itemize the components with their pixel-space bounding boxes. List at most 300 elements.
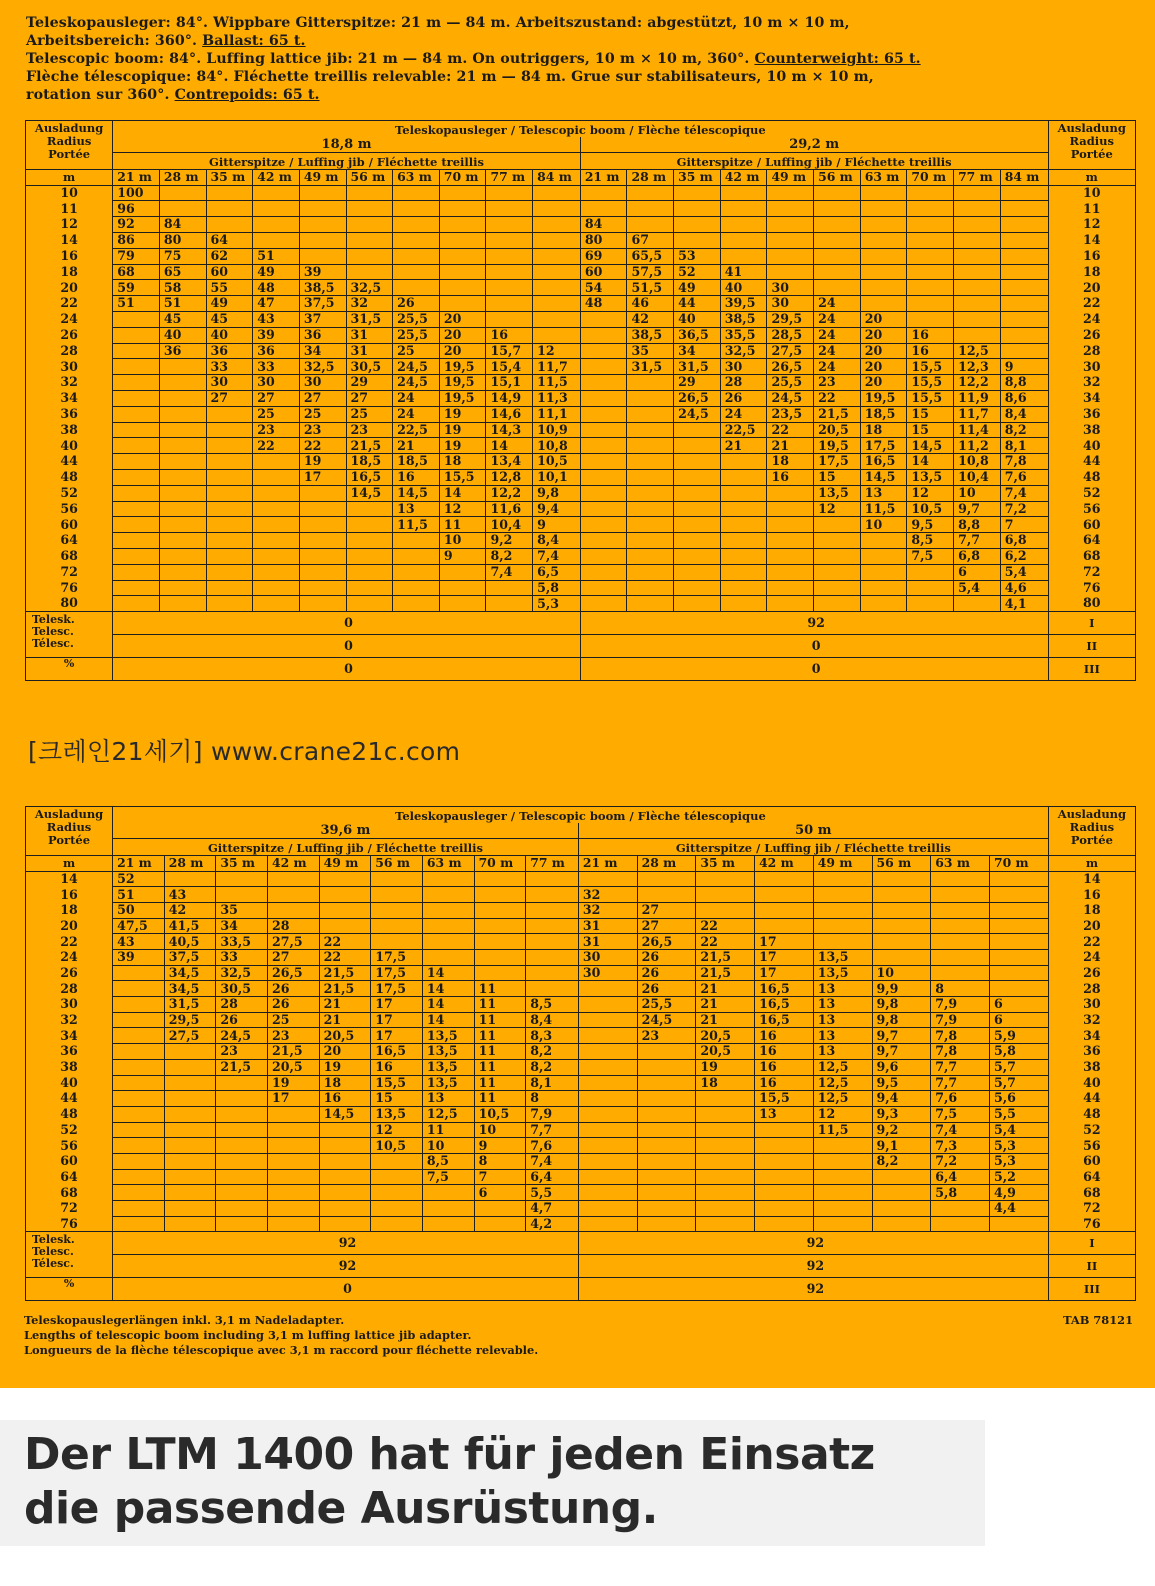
load-value bbox=[872, 1185, 931, 1201]
load-value: 23 bbox=[346, 422, 393, 438]
load-value bbox=[253, 501, 300, 517]
load-value bbox=[371, 1216, 423, 1232]
load-value bbox=[907, 232, 954, 248]
load-value bbox=[346, 201, 393, 217]
load-value: 37,5 bbox=[164, 950, 216, 966]
header-row-jib-title bbox=[26, 839, 1136, 856]
load-value: 26 bbox=[637, 950, 696, 966]
load-value bbox=[268, 1106, 320, 1122]
load-value bbox=[720, 564, 767, 580]
load-value bbox=[767, 533, 814, 549]
load-chart-table-1 bbox=[25, 120, 1136, 681]
load-value bbox=[533, 232, 581, 248]
load-value bbox=[253, 485, 300, 501]
load-value: 25 bbox=[268, 1012, 320, 1028]
load-value: 20 bbox=[439, 311, 486, 327]
load-value: 38,5 bbox=[299, 280, 346, 296]
load-value bbox=[720, 596, 767, 612]
load-value bbox=[206, 517, 253, 533]
radius-value-left: 38 bbox=[26, 422, 113, 438]
header-row-jib-lengths bbox=[26, 170, 1136, 185]
load-value bbox=[674, 485, 721, 501]
load-value: 17,5 bbox=[371, 981, 423, 997]
load-value: 13 bbox=[813, 1044, 872, 1060]
load-value bbox=[319, 918, 371, 934]
telesc-value: 0 bbox=[113, 635, 581, 658]
load-value bbox=[206, 185, 253, 201]
load-value: 40 bbox=[206, 327, 253, 343]
jib-length: 70 m bbox=[439, 170, 486, 185]
load-value bbox=[755, 1185, 814, 1201]
load-value: 17,5 bbox=[371, 950, 423, 966]
load-value: 23 bbox=[814, 375, 861, 391]
radius-value-left: 32 bbox=[26, 375, 113, 391]
load-value: 6,5 bbox=[533, 564, 581, 580]
load-value bbox=[299, 232, 346, 248]
load-value: 7,2 bbox=[931, 1153, 990, 1169]
load-value bbox=[346, 596, 393, 612]
load-value: 4,6 bbox=[1000, 580, 1048, 596]
radius-value-left: 34 bbox=[26, 1028, 113, 1044]
load-value bbox=[767, 201, 814, 217]
table-row bbox=[26, 887, 1136, 903]
table-row bbox=[26, 564, 1136, 580]
load-value bbox=[346, 264, 393, 280]
load-value bbox=[164, 1216, 216, 1232]
load-value bbox=[1000, 264, 1048, 280]
load-value bbox=[533, 327, 581, 343]
load-value: 34,5 bbox=[164, 981, 216, 997]
load-value: 9,8 bbox=[533, 485, 581, 501]
load-value bbox=[486, 596, 533, 612]
load-value bbox=[393, 217, 440, 233]
load-value: 51 bbox=[159, 296, 206, 312]
load-value bbox=[346, 580, 393, 596]
load-value bbox=[113, 311, 160, 327]
load-value bbox=[422, 871, 474, 887]
load-value bbox=[526, 981, 579, 997]
load-value: 12 bbox=[907, 485, 954, 501]
load-value bbox=[216, 871, 268, 887]
load-value bbox=[439, 232, 486, 248]
intro-line-fr-1: Flèche télescopique: 84°. Fléchette treillis relevable: 21 m — 84 m. Grue sur stabilisateurs, 10 m × 10 m, bbox=[26, 69, 874, 85]
load-value: 16 bbox=[393, 469, 440, 485]
load-value: 8 bbox=[474, 1153, 526, 1169]
load-value: 9,1 bbox=[872, 1138, 931, 1154]
load-value: 21,5 bbox=[319, 965, 371, 981]
load-value bbox=[206, 469, 253, 485]
telesc-value: 92 bbox=[580, 612, 1048, 635]
load-value: 13,5 bbox=[371, 1106, 423, 1122]
table-row bbox=[26, 1153, 1136, 1169]
load-value: 19,5 bbox=[860, 390, 907, 406]
load-value bbox=[1000, 343, 1048, 359]
load-value bbox=[580, 422, 627, 438]
load-value bbox=[422, 887, 474, 903]
load-value: 21,5 bbox=[346, 438, 393, 454]
load-value: 10,8 bbox=[954, 454, 1001, 470]
load-value: 11,5 bbox=[813, 1122, 872, 1138]
load-value: 14 bbox=[422, 1012, 474, 1028]
load-value: 18 bbox=[696, 1075, 755, 1091]
load-value: 17 bbox=[299, 469, 346, 485]
load-value bbox=[439, 280, 486, 296]
load-value bbox=[533, 185, 581, 201]
load-value bbox=[253, 201, 300, 217]
load-value: 34 bbox=[216, 918, 268, 934]
load-value bbox=[164, 1153, 216, 1169]
radius-value-left: 11 bbox=[26, 201, 113, 217]
load-value bbox=[113, 1122, 165, 1138]
load-value: 5,7 bbox=[990, 1059, 1049, 1075]
load-value: 25,5 bbox=[393, 327, 440, 343]
load-value bbox=[113, 1169, 165, 1185]
load-value: 19 bbox=[439, 438, 486, 454]
load-value bbox=[860, 280, 907, 296]
load-value bbox=[990, 965, 1049, 981]
load-value bbox=[720, 232, 767, 248]
load-value bbox=[439, 185, 486, 201]
table-row bbox=[26, 1044, 1136, 1060]
table-row bbox=[26, 871, 1136, 887]
load-value: 37 bbox=[299, 311, 346, 327]
load-value: 39,5 bbox=[720, 296, 767, 312]
radius-value-left: 38 bbox=[26, 1059, 113, 1075]
load-value: 34 bbox=[299, 343, 346, 359]
table-row bbox=[26, 965, 1136, 981]
load-value bbox=[113, 1201, 165, 1217]
load-value bbox=[580, 375, 627, 391]
load-value bbox=[206, 422, 253, 438]
load-value: 24,5 bbox=[767, 390, 814, 406]
radius-value-right: 60 bbox=[1048, 1153, 1135, 1169]
load-value bbox=[113, 1059, 165, 1075]
load-value bbox=[113, 1044, 165, 1060]
table-row bbox=[26, 580, 1136, 596]
load-value bbox=[580, 201, 627, 217]
load-value bbox=[990, 902, 1049, 918]
load-value bbox=[755, 1153, 814, 1169]
load-value bbox=[813, 887, 872, 903]
slogan-line-1: Der LTM 1400 hat für jeden Einsatz bbox=[24, 1429, 875, 1480]
intro-ballast: Ballast: 65 t. bbox=[202, 33, 306, 49]
load-value: 39 bbox=[299, 264, 346, 280]
radius-value-right: 80 bbox=[1048, 596, 1135, 612]
load-value bbox=[813, 934, 872, 950]
load-value bbox=[755, 1216, 814, 1232]
load-value bbox=[533, 264, 581, 280]
load-value bbox=[814, 596, 861, 612]
load-value bbox=[113, 1185, 165, 1201]
table-row bbox=[26, 1106, 1136, 1122]
load-value: 18 bbox=[767, 454, 814, 470]
load-value bbox=[860, 248, 907, 264]
load-value: 21 bbox=[767, 438, 814, 454]
jib-length: 42 m bbox=[253, 170, 300, 185]
load-value: 5,4 bbox=[990, 1122, 1049, 1138]
load-value: 20 bbox=[860, 311, 907, 327]
load-value bbox=[637, 1201, 696, 1217]
load-value: 48 bbox=[253, 280, 300, 296]
jib-length: 42 m bbox=[720, 170, 767, 185]
load-value: 21,5 bbox=[696, 950, 755, 966]
jib-length: 56 m bbox=[872, 856, 931, 871]
load-value bbox=[319, 1169, 371, 1185]
telesc-label-left: Telesk. Telesc. Télesc. bbox=[26, 1232, 113, 1278]
load-value: 26,5 bbox=[637, 934, 696, 950]
load-value: 28,5 bbox=[767, 327, 814, 343]
load-value bbox=[474, 934, 526, 950]
radius-value-right: 72 bbox=[1048, 564, 1135, 580]
load-value bbox=[907, 564, 954, 580]
telescoping-row-3 bbox=[26, 658, 1136, 681]
load-value bbox=[526, 950, 579, 966]
telesc-value: 0 bbox=[113, 1278, 579, 1301]
load-value bbox=[422, 934, 474, 950]
load-value: 12,3 bbox=[954, 359, 1001, 375]
table-row bbox=[26, 548, 1136, 564]
load-value bbox=[860, 533, 907, 549]
load-value: 10 bbox=[474, 1122, 526, 1138]
radius-value-left: 56 bbox=[26, 501, 113, 517]
load-value: 7,7 bbox=[931, 1075, 990, 1091]
load-value: 47,5 bbox=[113, 918, 165, 934]
unit-m-right: m bbox=[1048, 170, 1135, 185]
load-value bbox=[533, 248, 581, 264]
load-value bbox=[696, 1153, 755, 1169]
load-value bbox=[113, 1028, 165, 1044]
load-value: 8 bbox=[931, 981, 990, 997]
load-value: 12,5 bbox=[422, 1106, 474, 1122]
load-value: 19,5 bbox=[814, 438, 861, 454]
load-value bbox=[159, 501, 206, 517]
load-value bbox=[755, 871, 814, 887]
load-value bbox=[113, 517, 160, 533]
jib-length: 77 m bbox=[486, 170, 533, 185]
load-value bbox=[627, 185, 674, 201]
radius-value-left: 60 bbox=[26, 1153, 113, 1169]
percent-label-left: % bbox=[26, 658, 113, 681]
load-value bbox=[696, 1185, 755, 1201]
load-value bbox=[113, 406, 160, 422]
load-value bbox=[907, 311, 954, 327]
load-value bbox=[319, 902, 371, 918]
load-value bbox=[474, 902, 526, 918]
load-value bbox=[1000, 217, 1048, 233]
load-value bbox=[627, 201, 674, 217]
load-value bbox=[1000, 327, 1048, 343]
load-value bbox=[533, 296, 581, 312]
load-value: 18,5 bbox=[393, 454, 440, 470]
load-value: 6 bbox=[474, 1185, 526, 1201]
load-value: 13 bbox=[813, 981, 872, 997]
load-value: 11,7 bbox=[954, 406, 1001, 422]
load-value: 14 bbox=[907, 454, 954, 470]
load-value: 24 bbox=[393, 406, 440, 422]
load-value bbox=[860, 201, 907, 217]
load-value: 26 bbox=[637, 965, 696, 981]
load-value bbox=[954, 201, 1001, 217]
load-value bbox=[113, 533, 160, 549]
load-value: 65,5 bbox=[627, 248, 674, 264]
load-value bbox=[486, 264, 533, 280]
jib-length: 49 m bbox=[767, 170, 814, 185]
jib-title-2: Gitterspitze / Luffing jib / Fléchette treillis bbox=[580, 153, 1048, 170]
load-value: 14,9 bbox=[486, 390, 533, 406]
load-value bbox=[814, 232, 861, 248]
load-value: 43 bbox=[164, 887, 216, 903]
load-value bbox=[627, 501, 674, 517]
load-value bbox=[159, 185, 206, 201]
load-value bbox=[159, 359, 206, 375]
load-value bbox=[860, 596, 907, 612]
load-value bbox=[674, 469, 721, 485]
load-value bbox=[439, 264, 486, 280]
load-value: 11 bbox=[439, 517, 486, 533]
load-value bbox=[814, 217, 861, 233]
load-value bbox=[216, 1169, 268, 1185]
load-value bbox=[720, 217, 767, 233]
load-value bbox=[954, 596, 1001, 612]
load-value: 5,9 bbox=[990, 1028, 1049, 1044]
load-value: 25 bbox=[253, 406, 300, 422]
load-value: 5,5 bbox=[526, 1185, 579, 1201]
load-value: 33 bbox=[253, 359, 300, 375]
load-value: 19 bbox=[299, 454, 346, 470]
load-value bbox=[439, 296, 486, 312]
load-value bbox=[627, 438, 674, 454]
load-value bbox=[164, 1091, 216, 1107]
load-value bbox=[486, 217, 533, 233]
boom-title: Teleskopausleger / Telescopic boom / Flèche télescopique bbox=[113, 807, 1049, 824]
load-value bbox=[696, 1216, 755, 1232]
load-value bbox=[422, 1201, 474, 1217]
boom-length-2: 50 m bbox=[578, 823, 1048, 839]
header-row-boom-title bbox=[26, 121, 1136, 138]
radius-value-right: 16 bbox=[1048, 887, 1135, 903]
jib-length: 63 m bbox=[931, 856, 990, 871]
load-value: 10,4 bbox=[954, 469, 1001, 485]
load-value: 7,5 bbox=[422, 1169, 474, 1185]
load-value: 11 bbox=[474, 1028, 526, 1044]
load-value: 15,1 bbox=[486, 375, 533, 391]
load-value: 13,5 bbox=[813, 950, 872, 966]
load-value: 15,5 bbox=[907, 390, 954, 406]
load-value: 7 bbox=[1000, 517, 1048, 533]
section-number: I bbox=[1048, 1232, 1135, 1255]
load-value: 15,4 bbox=[486, 359, 533, 375]
table-row bbox=[26, 934, 1136, 950]
radius-value-right: 11 bbox=[1048, 201, 1135, 217]
radius-header-left: Ausladung Radius Portée bbox=[26, 121, 113, 170]
load-value: 7,9 bbox=[526, 1106, 579, 1122]
load-value bbox=[439, 248, 486, 264]
load-value: 6,8 bbox=[1000, 533, 1048, 549]
table-row bbox=[26, 232, 1136, 248]
load-value bbox=[637, 1106, 696, 1122]
load-value: 5,4 bbox=[954, 580, 1001, 596]
radius-value-left: 76 bbox=[26, 580, 113, 596]
load-value: 12 bbox=[371, 1122, 423, 1138]
radius-value-right: 52 bbox=[1048, 1122, 1135, 1138]
radius-value-left: 14 bbox=[26, 232, 113, 248]
load-value bbox=[767, 264, 814, 280]
load-value bbox=[954, 217, 1001, 233]
load-value bbox=[159, 201, 206, 217]
load-value bbox=[674, 454, 721, 470]
load-value bbox=[931, 871, 990, 887]
load-value bbox=[113, 981, 165, 997]
load-value bbox=[954, 311, 1001, 327]
table-row bbox=[26, 1012, 1136, 1028]
load-value: 80 bbox=[159, 232, 206, 248]
intro-line-de-2 bbox=[26, 32, 1136, 50]
load-value: 35,5 bbox=[720, 327, 767, 343]
load-value: 86 bbox=[113, 232, 160, 248]
load-value: 6 bbox=[954, 564, 1001, 580]
load-value: 13,5 bbox=[907, 469, 954, 485]
load-value bbox=[637, 1122, 696, 1138]
load-value: 15,5 bbox=[439, 469, 486, 485]
load-value: 8,5 bbox=[422, 1153, 474, 1169]
load-value: 39 bbox=[113, 950, 165, 966]
load-value bbox=[113, 327, 160, 343]
load-value: 19 bbox=[268, 1075, 320, 1091]
jib-length: 28 m bbox=[627, 170, 674, 185]
radius-value-right: 24 bbox=[1048, 950, 1135, 966]
load-value bbox=[674, 564, 721, 580]
load-value: 25 bbox=[299, 406, 346, 422]
load-value bbox=[393, 185, 440, 201]
load-value: 11 bbox=[474, 1044, 526, 1060]
load-value bbox=[1000, 201, 1048, 217]
load-value bbox=[253, 185, 300, 201]
load-value: 14,5 bbox=[860, 469, 907, 485]
radius-value-right: 32 bbox=[1048, 375, 1135, 391]
jib-length: 35 m bbox=[674, 170, 721, 185]
radius-value-left: 80 bbox=[26, 596, 113, 612]
radius-value-right: 20 bbox=[1048, 918, 1135, 934]
table-row bbox=[26, 918, 1136, 934]
load-value: 60 bbox=[580, 264, 627, 280]
load-value: 25,5 bbox=[767, 375, 814, 391]
load-value: 8,2 bbox=[526, 1044, 579, 1060]
load-value: 11,5 bbox=[860, 501, 907, 517]
load-value bbox=[696, 1106, 755, 1122]
radius-value-left: 10 bbox=[26, 185, 113, 201]
load-value bbox=[755, 902, 814, 918]
table-row bbox=[26, 327, 1136, 343]
load-value: 11,5 bbox=[533, 375, 581, 391]
intro-line-en bbox=[26, 50, 1136, 68]
load-value: 10 bbox=[860, 517, 907, 533]
slogan bbox=[24, 1428, 875, 1536]
load-value bbox=[627, 375, 674, 391]
load-value bbox=[268, 1138, 320, 1154]
load-value: 7,8 bbox=[931, 1044, 990, 1060]
load-value: 10,4 bbox=[486, 517, 533, 533]
load-value bbox=[474, 1201, 526, 1217]
load-value: 24 bbox=[814, 296, 861, 312]
load-value: 6,2 bbox=[1000, 548, 1048, 564]
load-value: 16 bbox=[319, 1091, 371, 1107]
table-row bbox=[26, 950, 1136, 966]
telesc-value: 92 bbox=[578, 1232, 1048, 1255]
load-value: 44 bbox=[674, 296, 721, 312]
load-value bbox=[113, 548, 160, 564]
load-value bbox=[474, 965, 526, 981]
load-value bbox=[872, 887, 931, 903]
